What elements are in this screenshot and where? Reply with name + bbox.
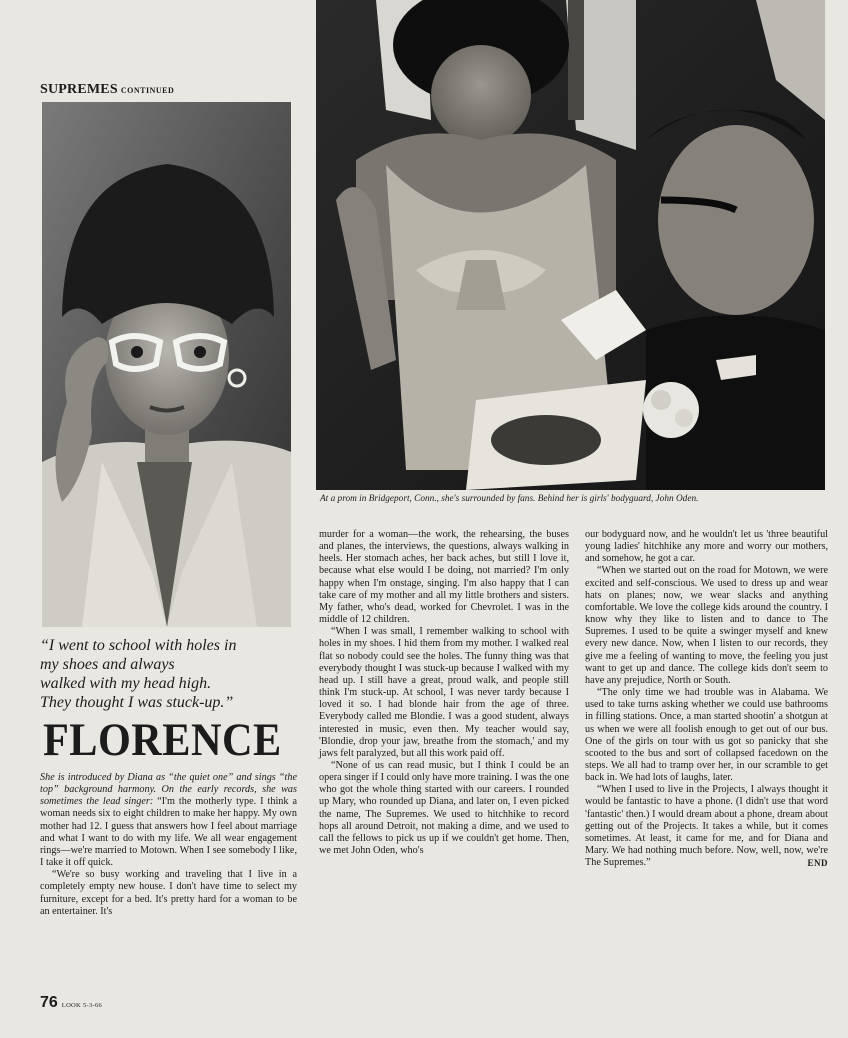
prom-photo xyxy=(316,0,825,490)
paragraph: our bodyguard now, and he wouldn't let us 'three beautiful young ladies' hitchhike any more and worry our mothers, and somehow, he got a car. xyxy=(585,529,828,565)
closing-paragraph: “When I used to live in the Projects, I always thought it would be fantastic to have a phone. (I didn't use that word 'fantastic' then.) I would dream about a phone, dream about getting out of the Projects. It takes a while, but it comes sometimes. At least, it came for me, and for Diana and Mary. We had nothing much before. Now, well, now, we're The Supremes.” xyxy=(585,784,828,869)
paragraph: “None of us can read music, but I think I could be an opera singer if I could only have more training. I was the one who got the whole thing started with our careers. I rounded up Mary, who rounded up Diana, and later on, I even picked the name, The Supremes. We used to hitchhike to record hops all around Detroit, not making a dime, and we used to call the fellows to pick us up if we couldn't get home. Then, we met John Oden, who's xyxy=(319,759,569,857)
paragraph: murder for a woman—the work, the rehearsing, the buses and planes, the interviews, the questions, always walking in heels. Her stomach aches, her back aches, but still I love it, because what else would I be doing, not married? I'm only happy when I'm onstage, singing. I'm also happy that I can take care of my mother and all my little brothers and sisters. My father, who's dead, worked for Chevrolet. I was in the middle of 12 children. xyxy=(319,529,569,626)
pull-quote-line: my shoes and always xyxy=(40,656,175,673)
article-column-1 xyxy=(40,772,297,918)
section-title: SUPREMES xyxy=(40,82,118,97)
portrait-photo-icon xyxy=(42,102,291,627)
paragraph: “When we started out on the road for Motown, we were excited and self-conscious. We used to dress up and wear hats on planes; now, we wear slacks and anything comfortable. We love the college kids around the country. I know why they like to listen and to dance to The Supremes. I used to be quite a swinger myself and knew every new dance. Now, when I listen to our records, they give me a feeling of wanting to move, the feeling you just want to get up and dance. The college kids don't seem to have any prejudice, North or South. xyxy=(585,565,828,686)
paragraph: “The only time we had trouble was in Alabama. We used to take turns asking whether we could use bathrooms in filling stations. Once, a man started shootin' a shotgun at us when we were all foolish enough to get out of our bus. One of the girls on tour with us got so panicky that she scooted to the bus and sort of collapsed facedown on the steps. We all had to tramp over her, in our scramble to get back in. We had lots of laughs, later. xyxy=(585,687,828,784)
continued-label: CONTINUED xyxy=(120,86,175,95)
article-title: FLORENCE xyxy=(43,714,282,766)
intro-quote: “I'm the motherly type. I think a woman needs six to eight children to make her happy. My own mother had 12. I guess that answers how I feel about marriage and what I want to do with my life. We all wear engagement rings—we're married to Motown. When I see somebody I like, I take it off quick. xyxy=(40,796,297,869)
pull-quote-line: “I went to school with holes in xyxy=(40,637,237,654)
photo-caption: At a prom in Bridgeport, Conn., she's surrounded by fans. Behind her is girls' bodyguard, John Oden. xyxy=(320,494,699,504)
page-number: 76 xyxy=(40,994,58,1011)
article-column-2 xyxy=(319,529,569,857)
portrait-photo xyxy=(42,102,291,627)
paragraph: “We're so busy working and traveling that I live in a completely empty new house. I don't have time to select my furniture, except for a bed. It's pretty hard for a woman to be an entertainer. It's xyxy=(40,869,297,917)
end-mark: END xyxy=(807,858,828,869)
article-column-3 xyxy=(585,529,828,869)
page-folio xyxy=(40,994,102,1012)
intro-text: She is introduced by Diana as “the quiet one” and sings “the top” background harmony. On the early records, she was sometimes the lead singer: xyxy=(40,772,297,808)
magazine-issue: LOOK 5-3-66 xyxy=(61,1002,103,1009)
pull-quote-line: walked with my head high. xyxy=(40,675,212,692)
pull-quote xyxy=(40,636,310,712)
section-label xyxy=(40,82,174,98)
paragraph: “When I was small, I remember walking to school with holes in my shoes. I hid them from my mother. I walked real flat so nobody could see the holes. The funny thing was that everybody thought I was stuck-up because I walked with my head up. I still have a great, proud walk, and people still think I'm stuck-up. At school, I was never tardy because I loved it so. I had blonde hair from the age of three. Everybody called me Blondie. I was a good student, always interested in music, even then. My teacher would say, 'Blondie, drop your jaw, breathe from the stomach,' and my jaws felt paralyzed, but all this work paid off. xyxy=(319,626,569,759)
prom-photo-icon xyxy=(316,0,825,490)
pull-quote-line: They thought I was stuck-up.” xyxy=(40,694,234,711)
paragraph xyxy=(40,772,297,869)
paragraph xyxy=(585,784,828,869)
